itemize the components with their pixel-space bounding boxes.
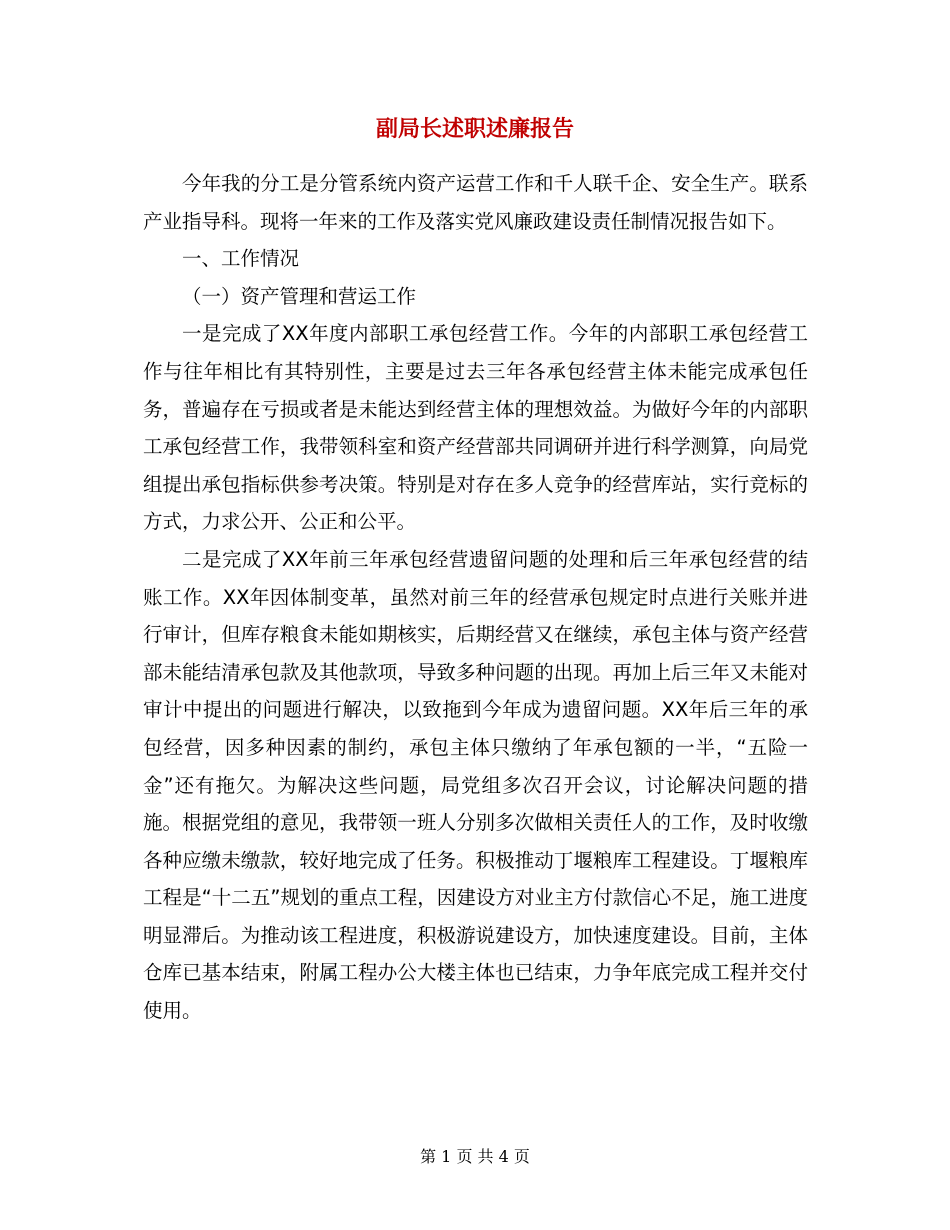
section-heading-work: 一、工作情况 [182, 247, 300, 271]
page-total-number: 4 [498, 1147, 509, 1166]
document-title: 副局长述职述廉报告 [375, 116, 574, 142]
subsection-heading-asset: （一）资产管理和营运工作 [182, 284, 417, 308]
document-body [143, 165, 808, 1030]
page-footer [0, 1145, 950, 1169]
page-label-prefix: 第 [420, 1147, 437, 1166]
paragraph-item-one: 一是完成了XX年度内部职工承包经营工作。今年的内部职工承包经营工作与往年相比有其特别性，主要是过去三年各承包经营主体未能完成承包任务，普遍存在亏损或者是未能达到经营主体的理想效益。为做好今年的内部职工承包经营工作，我带领科室和资产经营部共同调研并进行科学测算，向局党组提出承包指标供参考决策。特别是对存在多人竞争的经营库站，实行竞标的方式，力求公开、公正和公平。 [143, 322, 808, 534]
page-current-number: 1 [441, 1147, 452, 1166]
paragraph-intro: 今年我的分工是分管系统内资产运营工作和千人联千企、安全生产。联系产业指导科。现将一年来的工作及落实党风廉政建设责任制情况报告如下。 [143, 172, 808, 233]
page-label-mid: 页 共 [456, 1147, 494, 1166]
paragraph-item-two: 二是完成了XX年前三年承包经营遗留问题的处理和后三年承包经营的结账工作。XX年因体制变革，虽然对前三年的经营承包规定时点进行关账并进行审计，但库存粮食未能如期核实，后期经营又在继续，承包主体与资产经营部未能结清承包款及其他款项，导致多种问题的出现。再加上后三年又未能对审计中提出的问题进行解决，以致拖到今年成为遗留问题。XX年后三年的承包经营，因多种因素的制约，承包主体只缴纳了年承包额的一半，“五险一金”还有拖欠。为解决这些问题，局党组多次召开会议，讨论解决问题的措施。根据党组的意见，我带领一班人分别多次做相关责任人的工作，及时收缴各种应缴未缴款，较好地完成了任务。积极推动丁堰粮库工程建设。丁堰粮库工程是“十二五”规划的重点工程，因建设方对业主方付款信心不足，施工进度明显滞后。为推动该工程进度，积极游说建设方，加快速度建设。目前，主体仓库已基本结束，附属工程办公大楼主体也已结束，力争年底完成工程并交付使用。 [143, 547, 808, 1023]
page-label-suffix: 页 [513, 1147, 530, 1166]
